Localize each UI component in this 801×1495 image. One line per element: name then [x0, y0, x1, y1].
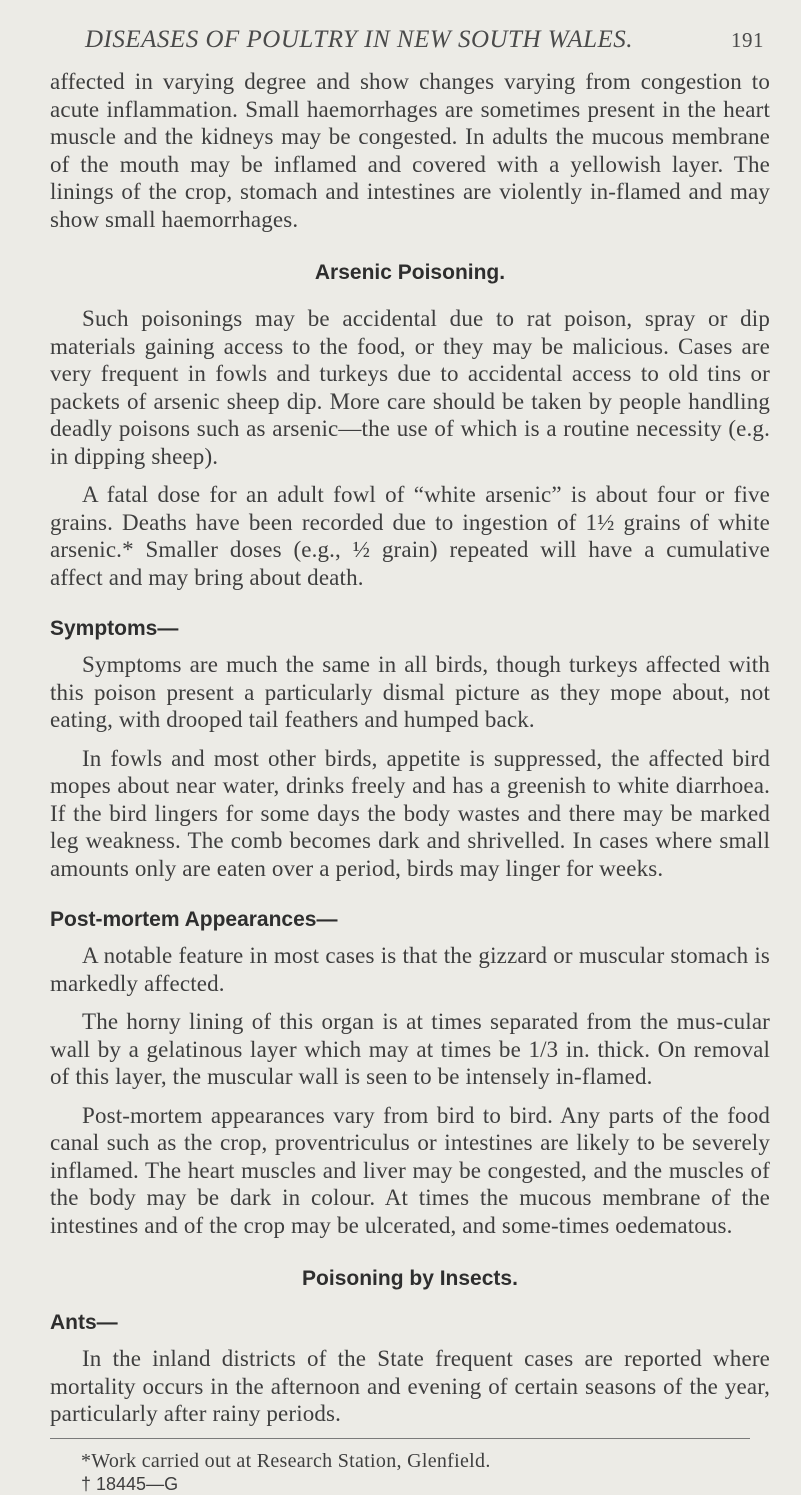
paragraph-post-mortem-lining: The horny lining of this organ is at times separated from the mus-cular wall by a gelatinous layer which may at times be 1/3 in. thick. On removal of this layer, the muscular wall is seen to be intensely in-flamed.	[50, 1009, 770, 1089]
page-number: 191	[731, 28, 764, 52]
paragraph-arsenic-dose: A fatal dose for an adult fowl of “white arsenic” is about four or five grains. Deaths have been recorded due to ingestion of 1½ grains of white arsenic.* Smaller doses (e.g., ½ grain) repeated will have a cumulative affect and may bring about death.	[50, 482, 770, 590]
paragraph-post-mortem-variation: Post-mortem appearances vary from bird to bird. Any parts of the food canal such as the crop, proventriculus or intestines are likely to be severely inflamed. The heart muscles and liver may be congested, and the muscles of the body may be dark in colour. At times the mucous membrane of the intestines and of the crop may be ulcerated, and some-times oedematous.	[50, 1102, 770, 1238]
section-title-insects: Poisoning by Insects.	[302, 1267, 518, 1290]
paragraph-symptoms-turkeys: Symptoms are much the same in all birds, though turkeys affected with this poison present a particularly dismal picture as they mope about, not eating, with drooped tail feathers and humped back.	[50, 652, 770, 732]
section-title-arsenic: Arsenic Poisoning.	[314, 261, 506, 284]
paragraph-arsenic-causes: Such poisonings may be accidental due to rat poison, spray or dip materials gaining access to the food, or they may be malicious. Cases are very frequent in fowls and turkeys due to accidental access to old tins or packets of arsenic sheep dip. More care should be taken by people handling deadly poisons such as arsenic—the use of which is a routine necessity (e.g. in dipping sheep).	[50, 306, 770, 469]
footnote-divider	[50, 1438, 750, 1439]
subheading-symptoms: Symptoms—	[50, 617, 179, 640]
page	[50, 26, 770, 1495]
running-title: DISEASES OF POULTRY IN NEW SOUTH WALES.	[85, 26, 634, 53]
subheading-post-mortem: Post-mortem Appearances—	[50, 908, 338, 931]
footnote: *Work carried out at Research Station, Glenfield.	[81, 1449, 491, 1472]
paragraph-symptoms-fowls: In fowls and most other birds, appetite is suppressed, the affected bird mopes about near water, drinks freely and has a greenish to white diarrhoea. If the bird lingers for some days the body wastes and there may be marked leg weakness. The comb becomes dark and shrivelled. In cases where small amounts only are eaten over a period, birds may linger for weeks.	[50, 745, 770, 881]
print-code: † 18445—G	[81, 1473, 179, 1494]
paragraph-ants: In the inland districts of the State frequent cases are reported where mortality occurs in the afternoon and evening of certain seasons of the year, particularly after rainy periods.	[50, 1346, 770, 1426]
paragraph-continued: affected in varying degree and show changes varying from congestion to acute inflammation. Small haemorrhages are sometimes present in the heart muscle and the kidneys may be congested. In adults the mucous membrane of the mouth may be inflamed and covered with a yellowish layer. The linings of the crop, stomach and intestines are violently in-flamed and may show small haemorrhages.	[50, 69, 770, 232]
paragraph-post-mortem-gizzard: A notable feature in most cases is that the gizzard or muscular stomach is markedly affected.	[50, 943, 770, 996]
subheading-ants: Ants—	[50, 1311, 118, 1334]
running-head	[50, 26, 770, 54]
